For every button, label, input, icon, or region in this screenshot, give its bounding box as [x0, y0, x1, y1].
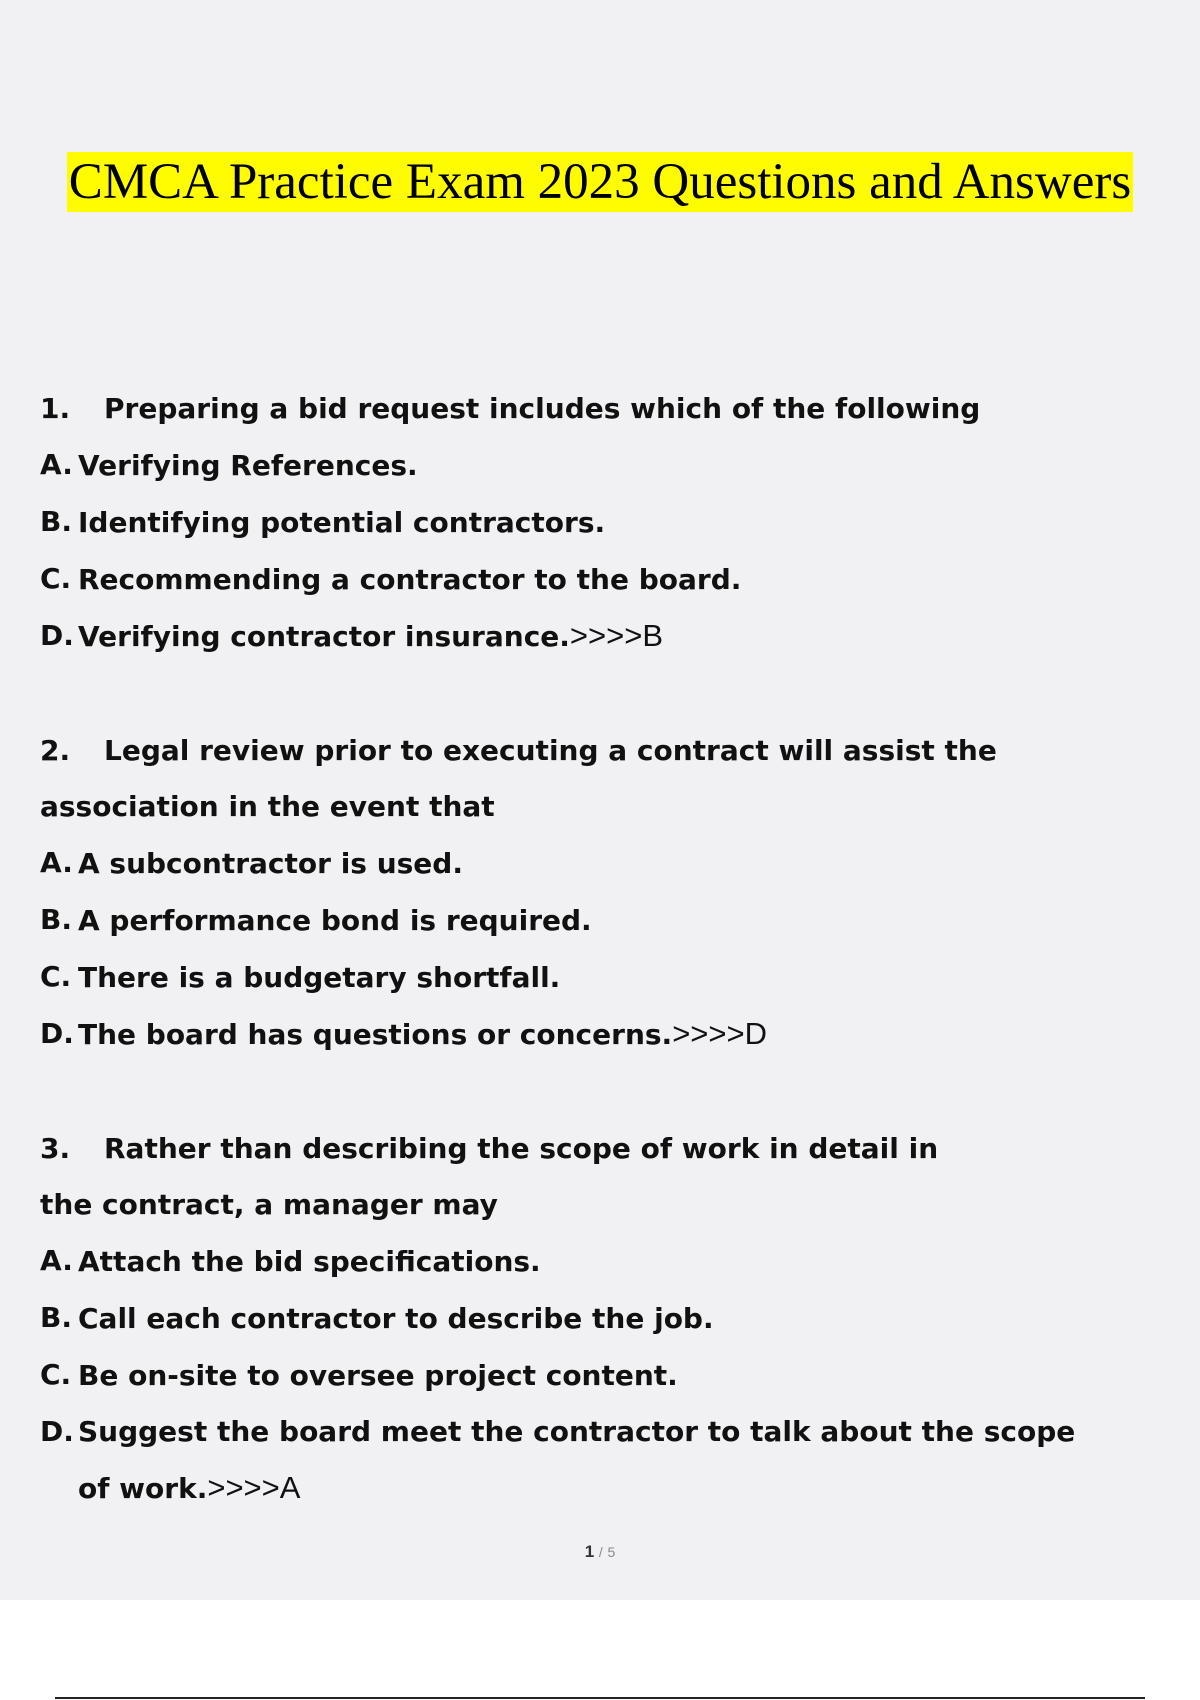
question-2	[40, 723, 1180, 1063]
option-letter: D.	[40, 1017, 74, 1050]
question-number: 1.	[40, 392, 71, 425]
option-d	[40, 1006, 1180, 1063]
option-text: Verifying References.	[78, 449, 418, 482]
option-a	[40, 437, 1180, 494]
option-letter: C.	[40, 1358, 72, 1391]
option-text: Verifying contractor insurance.>>>>B	[78, 618, 664, 653]
option-text: A performance bond is required.	[78, 904, 592, 937]
question-3	[40, 1121, 1180, 1517]
option-letter: B.	[40, 1301, 72, 1334]
page-separator: /	[598, 1544, 603, 1560]
question-list	[40, 392, 1180, 1589]
answer-marker: >>>>A	[207, 1470, 301, 1505]
document-title: CMCA Practice Exam 2023 Questions and Answers	[68, 154, 1132, 210]
option-b	[40, 892, 1180, 949]
option-letter: B.	[40, 505, 72, 538]
option-text: A subcontractor is used.	[78, 847, 463, 880]
option-text: Call each contractor to describe the job.	[78, 1302, 714, 1335]
option-letter: A.	[40, 846, 73, 879]
option-letter: D.	[40, 619, 74, 652]
option-d	[40, 608, 1180, 665]
question-text: Preparing a bid request includes which of the following	[104, 392, 981, 425]
option-b	[40, 494, 1180, 551]
page-number	[0, 1542, 1200, 1562]
title-container	[0, 152, 1200, 212]
question-stem	[40, 1121, 1180, 1233]
option-letter: D.	[40, 1415, 74, 1448]
option-letter: A.	[40, 1244, 73, 1277]
option-a	[40, 1233, 1180, 1290]
question-stem	[40, 381, 1180, 437]
option-text: Suggest the board meet the contractor to talk about the scope of work.>>>>A	[78, 1415, 1076, 1505]
option-text: Attach the bid specifications.	[78, 1245, 541, 1278]
question-1	[40, 381, 1180, 665]
option-a	[40, 835, 1180, 892]
option-text: Identifying potential contractors.	[78, 506, 606, 539]
option-text: The board has questions or concerns.>>>>D	[78, 1016, 767, 1051]
option-letter: C.	[40, 960, 72, 993]
option-c	[40, 949, 1180, 1006]
page-total: 5	[607, 1544, 616, 1560]
question-stem	[40, 723, 1180, 835]
page-current: 1	[584, 1542, 595, 1561]
question-number: 3.	[40, 1132, 71, 1165]
option-text: Recommending a contractor to the board.	[78, 563, 742, 596]
option-d	[40, 1404, 1180, 1517]
option-text: There is a budgetary shortfall.	[78, 961, 561, 994]
option-b	[40, 1290, 1180, 1347]
option-text: Be on-site to oversee project content.	[78, 1359, 678, 1392]
option-letter: B.	[40, 903, 72, 936]
option-letter: A.	[40, 448, 73, 481]
option-c	[40, 551, 1180, 608]
option-c	[40, 1347, 1180, 1404]
option-letter: C.	[40, 562, 72, 595]
answer-marker: >>>>D	[672, 1016, 767, 1051]
page-divider	[55, 1697, 1145, 1699]
question-number: 2.	[40, 734, 71, 767]
question-text: Rather than describing the scope of work in detail in the contract, a manager may	[40, 1132, 939, 1221]
answer-marker: >>>>B	[569, 618, 664, 653]
question-text: Legal review prior to executing a contract will assist the association in the event that	[40, 734, 997, 823]
